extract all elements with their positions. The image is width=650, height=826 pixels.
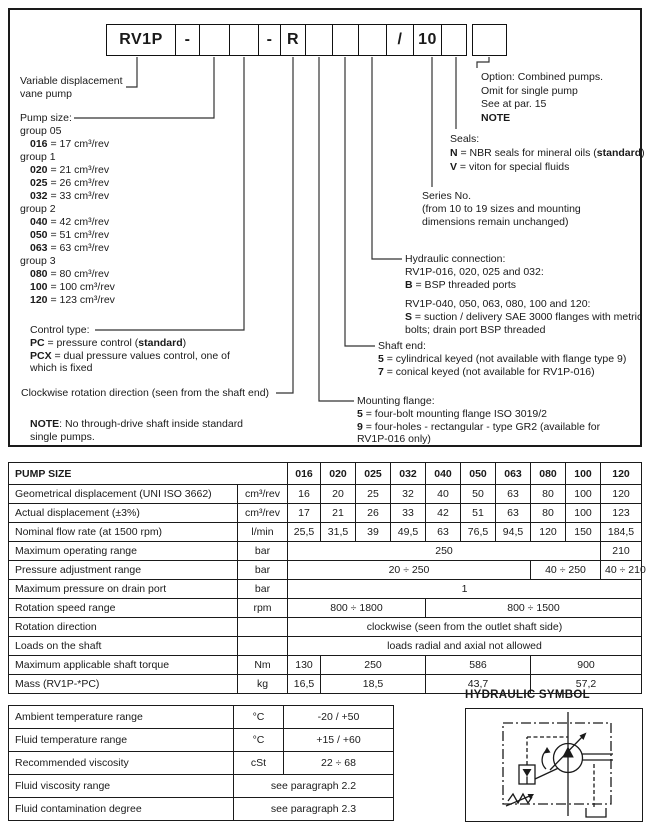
row-unit: kg — [238, 675, 288, 694]
value-cell: 184,5 — [601, 523, 642, 542]
pump-size-table-body — [9, 485, 646, 694]
row-unit: Nm — [238, 656, 288, 675]
row-label: Fluid viscosity range — [9, 775, 234, 798]
callout-line: 025 = 26 cm³/rev — [30, 177, 110, 189]
value-cell: 900 — [531, 656, 642, 675]
row-label: Rotation speed range — [9, 599, 238, 618]
value-cell: 100 — [566, 485, 601, 504]
callout-line: 5 = four-bolt mounting flange ISO 3019/2 — [357, 407, 548, 420]
value-cell: see paragraph 2.2 — [234, 775, 394, 798]
callout-line: Option: Combined pumps. — [481, 71, 603, 83]
code-box: RV1P — [106, 24, 176, 56]
callout-line: single pumps. — [30, 430, 95, 443]
callout-line: NOTE: No through-drive shaft inside standard — [30, 418, 244, 430]
value-cell: 39 — [356, 523, 391, 542]
callout-line: 9 = four-holes - rectangular - type GR2 (available for — [357, 420, 601, 433]
table-row — [9, 656, 642, 675]
value-cell: 100 — [566, 504, 601, 523]
row-label: Fluid contamination degree — [9, 798, 234, 821]
pump-size-title-cell: PUMP SIZE — [9, 463, 288, 485]
value-cell: 63 — [496, 504, 531, 523]
row-unit: °C — [234, 729, 284, 752]
row-unit — [238, 618, 288, 637]
table-row — [9, 706, 394, 729]
table-row — [9, 504, 642, 523]
value-cell: 25 — [356, 485, 391, 504]
callout-line: PCX = dual pressure values control, one of — [30, 349, 230, 362]
row-unit: cSt — [234, 752, 284, 775]
callout-series-no — [422, 190, 581, 228]
value-cell: 49,5 — [391, 523, 426, 542]
code-box — [472, 24, 507, 56]
table-row — [9, 637, 642, 656]
size-column-header: 100 — [566, 463, 601, 485]
callout-mounting-flange — [357, 395, 600, 446]
row-label: Actual displacement (±3%) — [9, 504, 238, 523]
code-box: - — [175, 24, 201, 56]
value-cell: 800 ÷ 1800 — [288, 599, 426, 618]
row-label: Fluid temperature range — [9, 729, 234, 752]
value-cell: 250 — [321, 656, 426, 675]
callout-line: Omit for single pump — [481, 84, 578, 97]
code-box: / — [386, 24, 415, 56]
callout-line: Shaft end: — [378, 340, 426, 352]
valve-to-pump-link — [535, 769, 558, 780]
callout-line: V = viton for special fluids — [450, 161, 570, 173]
row-label: Pressure adjustment range — [9, 561, 238, 580]
value-cell: 50 — [461, 485, 496, 504]
value-cell: 33 — [391, 504, 426, 523]
value-cell: 57,2 — [531, 675, 642, 694]
row-label: Ambient temperature range — [9, 706, 234, 729]
value-cell: 76,5 — [461, 523, 496, 542]
size-column-header: 120 — [601, 463, 642, 485]
operating-conditions-table-body — [9, 706, 394, 821]
value-cell: 80 — [531, 504, 566, 523]
row-unit: cm³/rev — [238, 504, 288, 523]
model-code-row — [106, 24, 507, 56]
value-cell: 18,5 — [321, 675, 426, 694]
callout-line: 080 = 80 cm³/rev — [30, 268, 110, 280]
callout-line: RV1P-040, 050, 063, 080, 100 and 120: — [405, 298, 591, 311]
callout-line: group 1 — [20, 151, 56, 163]
callout-line: Hydraulic connection: — [405, 253, 506, 265]
size-column-header: 063 — [496, 463, 531, 485]
value-cell: 586 — [426, 656, 531, 675]
callout-seals — [450, 132, 645, 174]
value-cell: 94,5 — [496, 523, 531, 542]
value-cell: 16,5 — [288, 675, 321, 694]
value-cell: 80 — [531, 485, 566, 504]
callout-line: 016 = 17 cm³/rev — [30, 138, 110, 150]
value-cell: 210 — [601, 542, 642, 561]
table-row — [9, 775, 394, 798]
callout-line: S = suction / delivery SAE 3000 flanges with metric — [405, 311, 643, 324]
valve-triangle — [523, 769, 532, 777]
row-label: Recommended viscosity — [9, 752, 234, 775]
row-unit: bar — [238, 542, 288, 561]
model-code-figure — [8, 8, 645, 447]
callout-note — [30, 418, 243, 444]
callout-line: dimensions remain unchanged) — [422, 215, 569, 228]
table-row — [9, 599, 642, 618]
value-cell: 25,5 — [288, 523, 321, 542]
value-cell: 120 — [601, 485, 642, 504]
row-unit: bar — [238, 580, 288, 599]
table-row — [9, 752, 394, 775]
callout-line: which is fixed — [30, 362, 93, 375]
value-cell: 20 ÷ 250 — [288, 561, 531, 580]
callout-hydraulic-connection — [405, 253, 642, 337]
code-box: R — [280, 24, 307, 56]
row-label: Maximum pressure on drain port — [9, 580, 238, 599]
callout-line: See at par. 15 — [481, 98, 547, 110]
callout-line: Clockwise rotation direction (seen from the shaft end) — [21, 387, 270, 399]
callout-line: Mounting flange: — [357, 395, 435, 407]
value-cell: 21 — [321, 504, 356, 523]
row-label: Nominal flow rate (at 1500 rpm) — [9, 523, 238, 542]
size-column-header: 016 — [288, 463, 321, 485]
tank-symbol — [586, 808, 606, 817]
pump-size-table-header — [9, 463, 642, 485]
row-label: Maximum applicable shaft torque — [9, 656, 238, 675]
callout-line: Variable displacement — [20, 75, 123, 87]
code-box — [441, 24, 467, 56]
callout-line: N = NBR seals for mineral oils (standard) — [450, 147, 645, 159]
table-row — [9, 463, 642, 485]
callout-rotation-direction — [21, 387, 269, 400]
connector-variable-displacement — [126, 57, 137, 87]
code-box — [229, 24, 260, 56]
table-row — [9, 580, 642, 599]
value-cell: see paragraph 2.3 — [234, 798, 394, 821]
value-cell: 42 — [426, 504, 461, 523]
hydraulic-symbol-diagram — [465, 708, 643, 822]
size-column-header: 032 — [391, 463, 426, 485]
value-cell: 63 — [426, 523, 461, 542]
table-row — [9, 729, 394, 752]
value-cell: 43,7 — [426, 675, 531, 694]
row-unit: cm³/rev — [238, 485, 288, 504]
size-column-header: 040 — [426, 463, 461, 485]
size-column-header: 080 — [531, 463, 566, 485]
value-cell: 40 ÷ 210 — [601, 561, 642, 580]
callout-pump-size — [20, 112, 115, 307]
row-label: Maximum operating range — [9, 542, 238, 561]
hydraulic-symbol-drawing — [466, 709, 641, 819]
callout-line: 120 = 123 cm³/rev — [30, 294, 115, 306]
row-unit: °C — [234, 706, 284, 729]
code-box: 10 — [413, 24, 442, 56]
code-box: - — [258, 24, 281, 56]
table-row — [9, 542, 642, 561]
callout-line: 040 = 42 cm³/rev — [30, 216, 110, 228]
callout-variable-displacement — [20, 75, 123, 101]
code-box — [332, 24, 360, 56]
value-cell: 22 ÷ 68 — [284, 752, 394, 775]
callout-line: PC = pressure control (standard) — [30, 336, 187, 349]
row-unit — [238, 637, 288, 656]
row-label: Geometrical displacement (UNI ISO 3662) — [9, 485, 238, 504]
callout-line: group 2 — [20, 203, 56, 215]
value-cell: 120 — [531, 523, 566, 542]
connector-option — [477, 57, 489, 68]
row-unit: rpm — [238, 599, 288, 618]
connector-hydraulic-connection — [372, 57, 402, 259]
row-unit: l/min — [238, 523, 288, 542]
callout-option — [481, 71, 603, 125]
callout-shaft-end — [378, 340, 626, 378]
value-cell: loads radial and axial not allowed — [288, 637, 642, 656]
size-column-header: 025 — [356, 463, 391, 485]
table-row — [9, 798, 394, 821]
callout-line: Control type: — [30, 324, 90, 336]
connector-shaft-end — [345, 57, 375, 346]
value-cell: 32 — [391, 485, 426, 504]
pump-size-table — [8, 462, 646, 694]
value-cell: 26 — [356, 504, 391, 523]
value-cell: 250 — [288, 542, 601, 561]
connector-rotation — [276, 57, 293, 393]
size-column-header: 050 — [461, 463, 496, 485]
size-column-header: 020 — [321, 463, 356, 485]
value-cell: 40 — [426, 485, 461, 504]
hydraulic-symbol-title: HYDRAULIC SYMBOL — [465, 689, 590, 701]
table-row — [9, 618, 642, 637]
callout-line: group 3 — [20, 255, 56, 267]
table-row — [9, 561, 642, 580]
row-label: Rotation direction — [9, 618, 238, 637]
value-cell: 20 — [321, 485, 356, 504]
value-cell: 123 — [601, 504, 642, 523]
row-label: Loads on the shaft — [9, 637, 238, 656]
code-box — [305, 24, 333, 56]
callout-line: 5 = cylindrical keyed (not available with flange type 9) — [378, 352, 627, 365]
value-cell: 1 — [288, 580, 642, 599]
callout-line: 050 = 51 cm³/rev — [30, 229, 110, 241]
row-unit: bar — [238, 561, 288, 580]
rotation-arrow-head — [544, 747, 551, 754]
value-cell: +15 / +60 — [284, 729, 394, 752]
value-cell: 16 — [288, 485, 321, 504]
value-cell: 150 — [566, 523, 601, 542]
callout-line: B = BSP threaded ports — [405, 278, 517, 291]
code-box — [358, 24, 387, 56]
value-cell: 31,5 — [321, 523, 356, 542]
value-cell: 63 — [496, 485, 531, 504]
value-cell: 51 — [461, 504, 496, 523]
callout-line: RV1P-016 only) — [357, 433, 431, 446]
row-label: Mass (RV1P-*PC) — [9, 675, 238, 694]
callout-line: Series No. — [422, 190, 472, 202]
value-cell: 130 — [288, 656, 321, 675]
value-cell: clockwise (seen from the outlet shaft side) — [288, 618, 642, 637]
table-row — [9, 523, 642, 542]
callout-line: 032 = 33 cm³/rev — [30, 190, 110, 202]
callout-line: Seals: — [450, 133, 480, 145]
callout-line: NOTE — [481, 111, 511, 124]
callout-line: 100 = 100 cm³/rev — [30, 281, 115, 293]
connector-mounting-flange — [319, 57, 354, 401]
value-cell: 800 ÷ 1500 — [426, 599, 642, 618]
callout-line: bolts; drain port BSP threaded — [405, 323, 546, 336]
callout-line: (from 10 to 19 sizes and mounting — [422, 202, 581, 215]
value-cell: -20 / +50 — [284, 706, 394, 729]
callout-line: 7 = conical keyed (not available for RV1P-016) — [378, 365, 595, 378]
value-cell: 17 — [288, 504, 321, 523]
callout-line: 063 = 63 cm³/rev — [30, 242, 110, 254]
code-box — [199, 24, 230, 56]
operating-conditions-table — [8, 705, 394, 821]
callout-line: group 05 — [20, 125, 62, 137]
callout-line: RV1P-016, 020, 025 and 032: — [405, 265, 544, 278]
table-row — [9, 485, 642, 504]
callout-line: Pump size: — [20, 112, 72, 124]
callout-control-type — [30, 324, 230, 375]
callout-line: 020 = 21 cm³/rev — [30, 164, 110, 176]
callout-line: vane pump — [20, 88, 72, 100]
value-cell: 40 ÷ 250 — [531, 561, 601, 580]
